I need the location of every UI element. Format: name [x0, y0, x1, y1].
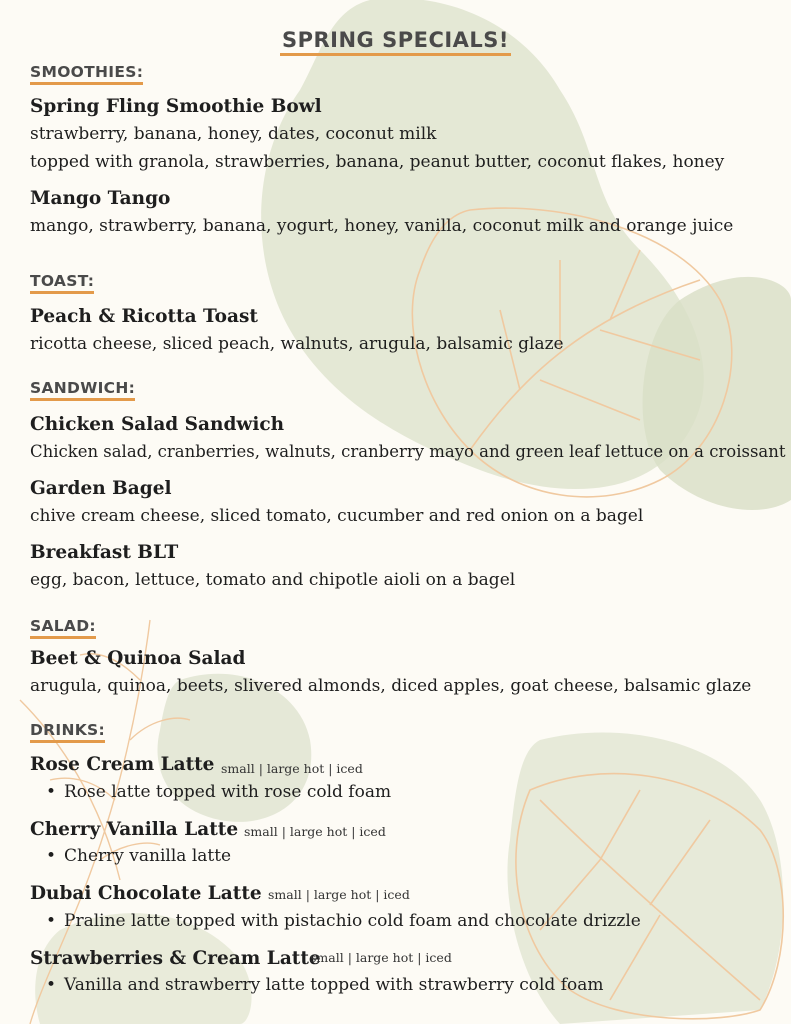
- item-description: arugula, quinoa, beets, slivered almonds, diced apples, goat cheese, balsamic glaze: [30, 676, 752, 696]
- page-title: SPRING SPECIALS!: [280, 28, 511, 56]
- drink-options: small | large hot | iced: [310, 950, 452, 965]
- item-name: Spring Fling Smoothie Bowl: [30, 96, 322, 117]
- item-description: egg, bacon, lettuce, tomato and chipotle aioli on a bagel: [30, 570, 516, 590]
- item-description: Chicken salad, cranberries, walnuts, cranberry mayo and green leaf lettuce on a croissant: [30, 442, 786, 462]
- drink-name: Strawberries & Cream Latte: [30, 948, 321, 969]
- section-drinks-heading: DRINKS:: [30, 721, 105, 743]
- item-name: Beet & Quinoa Salad: [30, 648, 246, 669]
- section-smoothies-heading: SMOOTHIES:: [30, 63, 143, 85]
- section-salad-heading: SALAD:: [30, 617, 96, 639]
- item-name: Breakfast BLT: [30, 542, 179, 563]
- item-description: topped with granola, strawberries, banana, peanut butter, coconut flakes, honey: [30, 152, 725, 172]
- item-name: Garden Bagel: [30, 478, 172, 499]
- item-name: Chicken Salad Sandwich: [30, 414, 285, 435]
- item-description: mango, strawberry, banana, yogurt, honey, vanilla, coconut milk and orange juice: [30, 216, 734, 236]
- item-description: strawberry, banana, honey, dates, coconut milk: [30, 124, 437, 144]
- item-name: Mango Tango: [30, 188, 171, 209]
- drink-name: Rose Cream Latte: [30, 754, 215, 775]
- item-description: ricotta cheese, sliced peach, walnuts, arugula, balsamic glaze: [30, 334, 564, 354]
- menu-page: SPRING SPECIALS! SMOOTHIES: Spring Fling Smoothie Bowl strawberry, banana, honey, dates, coconut milk topped with granola, strawberries, banana, peanut butter, coconut flakes, honey Mango Tango mango, strawberry, banana, yogurt, honey, vanilla, coconut milk and orange juice TOAST: Peach & Ricotta Toast ricotta cheese, sliced peach, walnuts, arugula, balsamic glaze SANDWICH: Chicken Salad Sandwich Chicken salad, cranberries, walnuts, cranberry mayo and green leaf lettuce on a croissant Garden Bagel chive cream cheese, sliced tomato, cucumber and red onion on a bagel Breakfast BLT egg, bacon, lettuce, tomato and chipotle aioli on a bagel SALAD: Beet & Quinoa Salad arugula, quinoa, beets, slivered almonds, diced apples, goat cheese, balsamic glaze DRINKS: Rose Cream Latte small | large hot | iced Rose latte topped with rose cold foam Cherry Vanilla Latte small | large hot | iced Cherry vanilla latte Dubai Chocolate Latte small | large hot | iced Praline latte topped with pistachio cold foam and chocolate drizzle Strawberries & Cream Latte small | large hot | iced Vanilla and strawberry latte topped with strawberry cold foam: [30, 28, 786, 995]
- section-sandwich-heading: SANDWICH:: [30, 379, 135, 401]
- drink-options: small | large hot | iced: [244, 824, 386, 839]
- drink-name: Cherry Vanilla Latte: [30, 819, 239, 840]
- item-description: chive cream cheese, sliced tomato, cucumber and red onion on a bagel: [30, 506, 644, 526]
- section-toast-heading: TOAST:: [30, 272, 94, 294]
- drink-name: Dubai Chocolate Latte: [30, 883, 262, 904]
- drink-options: small | large hot | iced: [221, 761, 363, 776]
- item-name: Peach & Ricotta Toast: [30, 306, 258, 327]
- drink-options: small | large hot | iced: [268, 887, 410, 902]
